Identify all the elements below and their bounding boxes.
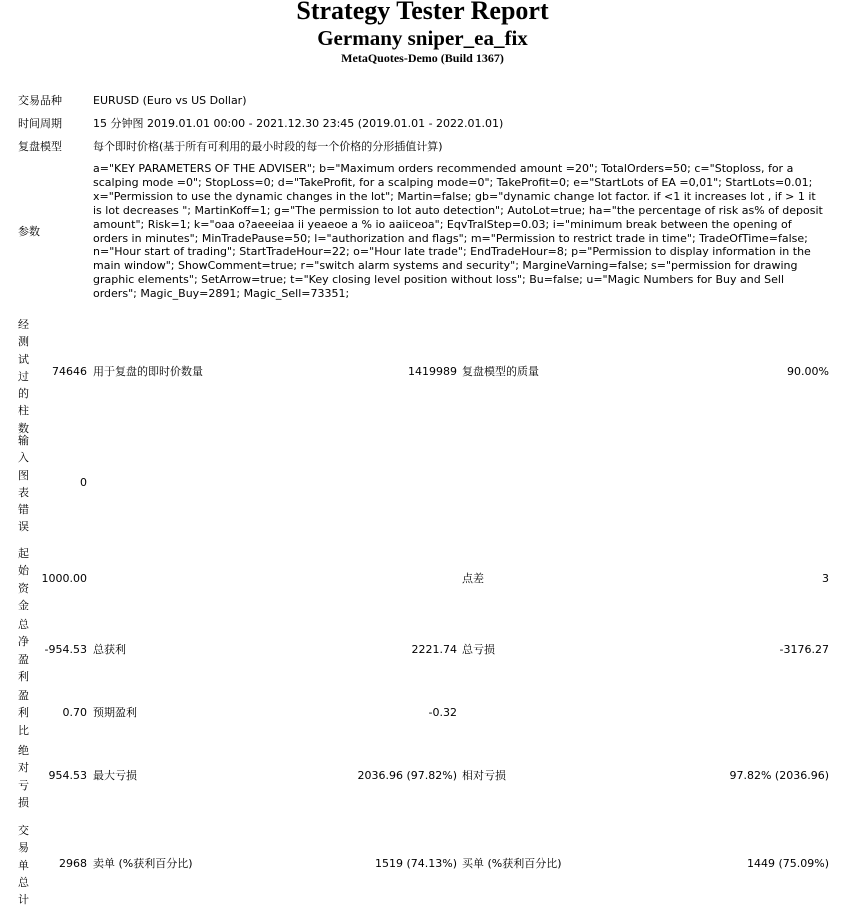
spread-value: 3 <box>822 572 829 585</box>
expected-payoff-value: -0.32 <box>428 706 457 719</box>
report-ea-name: Germany sniper_ea_fix <box>317 26 528 50</box>
maximal-drawdown-value: 2036.96 (97.82%) <box>357 769 457 782</box>
profit-factor-label: 盈利比 <box>18 689 29 737</box>
modelling-quality-value: 90.00% <box>787 365 829 378</box>
long-positions-value: 1449 (75.09%) <box>746 857 829 870</box>
symbol-value: EURUSD (Euro vs US Dollar) <box>93 94 247 107</box>
long-positions-label: 买单 (%获利百分比) <box>462 857 562 870</box>
total-trades-label: 交易单总计 <box>18 824 29 907</box>
net-profit-value: -954.53 <box>44 643 87 656</box>
gross-loss-value: -3176.27 <box>779 643 829 656</box>
absolute-drawdown-label: 绝对亏损 <box>18 744 29 809</box>
report-title: Strategy Tester Report <box>296 0 549 25</box>
bars-tested-label: 经测试过的柱数 <box>18 318 29 435</box>
chart-errors-label: 输入图表错误 <box>18 434 29 534</box>
bars-tested-value: 74646 <box>52 365 87 378</box>
initial-deposit-label: 起始资金 <box>18 547 29 612</box>
net-profit-label: 总净盈利 <box>18 618 29 683</box>
ticks-modelled-label: 用于复盘的即时价数量 <box>93 365 203 378</box>
relative-drawdown-label: 相对亏损 <box>462 769 506 782</box>
chart-errors-value: 0 <box>80 476 87 489</box>
profit-factor-value: 0.70 <box>62 706 87 719</box>
params-value: a="KEY PARAMETERS OF THE ADVISER"; b="Maximum orders recommended amount =20"; TotalOrders=50; c="Stoploss, for a scalping mode =0"; StopLoss=0; d="TakeProfit, for a scalping mode=0"; TakeProfit=0; e="StartLots of EA =0,01"; StartLots=0.01; x="Permission to use the dynamic changes in the lot"; Martin=false; gb="dynamic change lot factor. if <1 it increases lot , if > 1 it is lot decreases "; MartinKoff=1; g="The permission to lot auto detection"; AutoLot=true; ha="the percentage of risk as% of deposit amount"; Risk=1; k="oaa o?aeeeiaa ii yeaeoe a % io aaiiceoa"; EqvTralStep=0.03; i="minimum break between the opening of orders in minutes"; MinTradePause=50; l="authorization and flags"; m="Permission to restrict trade in time"; TradeOfTime=false; n="Hour start of trading"; StartTradeHour=22; o="Hour late trade"; EndTradeHour=8; p="Permission to display information in the main window"; ShowComment=true; r="switch alarm systems and security"; MargineVarning=false; s="permission for drawing graphic elements"; SetArrow=true; t="Key closing level position without loss"; Bu=false; u="Magic Numbers for Buy and Sell orders"; Magic_Buy=2891; Magic_Sell=73351; <box>93 162 823 301</box>
ticks-modelled-value: 1419989 <box>408 365 457 378</box>
short-positions-label: 卖单 (%获利百分比) <box>93 857 193 870</box>
symbol-label: 交易品种 <box>18 94 62 107</box>
gross-profit-label: 总获利 <box>93 643 126 656</box>
period-label: 时间周期 <box>18 117 62 130</box>
absolute-drawdown-value: 954.53 <box>48 769 87 782</box>
model-label: 复盘模型 <box>18 140 62 153</box>
period-value: 15 分钟图 2019.01.01 00:00 - 2021.12.30 23:45 (2019.01.01 - 2022.01.01) <box>93 117 504 130</box>
initial-deposit-value: 1000.00 <box>41 572 87 585</box>
relative-drawdown-value: 97.82% (2036.96) <box>729 769 829 782</box>
maximal-drawdown-label: 最大亏损 <box>93 769 137 782</box>
short-positions-value: 1519 (74.13%) <box>374 857 457 870</box>
report-build: MetaQuotes-Demo (Build 1367) <box>341 51 504 65</box>
params-label: 参数 <box>18 225 40 238</box>
spread-label: 点差 <box>462 572 484 585</box>
modelling-quality-label: 复盘模型的质量 <box>462 365 539 378</box>
total-trades-value: 2968 <box>59 857 87 870</box>
expected-payoff-label: 预期盈利 <box>93 706 137 719</box>
gross-loss-label: 总亏损 <box>462 643 495 656</box>
model-value: 每个即时价格(基于所有可利用的最小时段的每一个价格的分形插值计算) <box>93 140 443 153</box>
gross-profit-value: 2221.74 <box>411 643 457 656</box>
